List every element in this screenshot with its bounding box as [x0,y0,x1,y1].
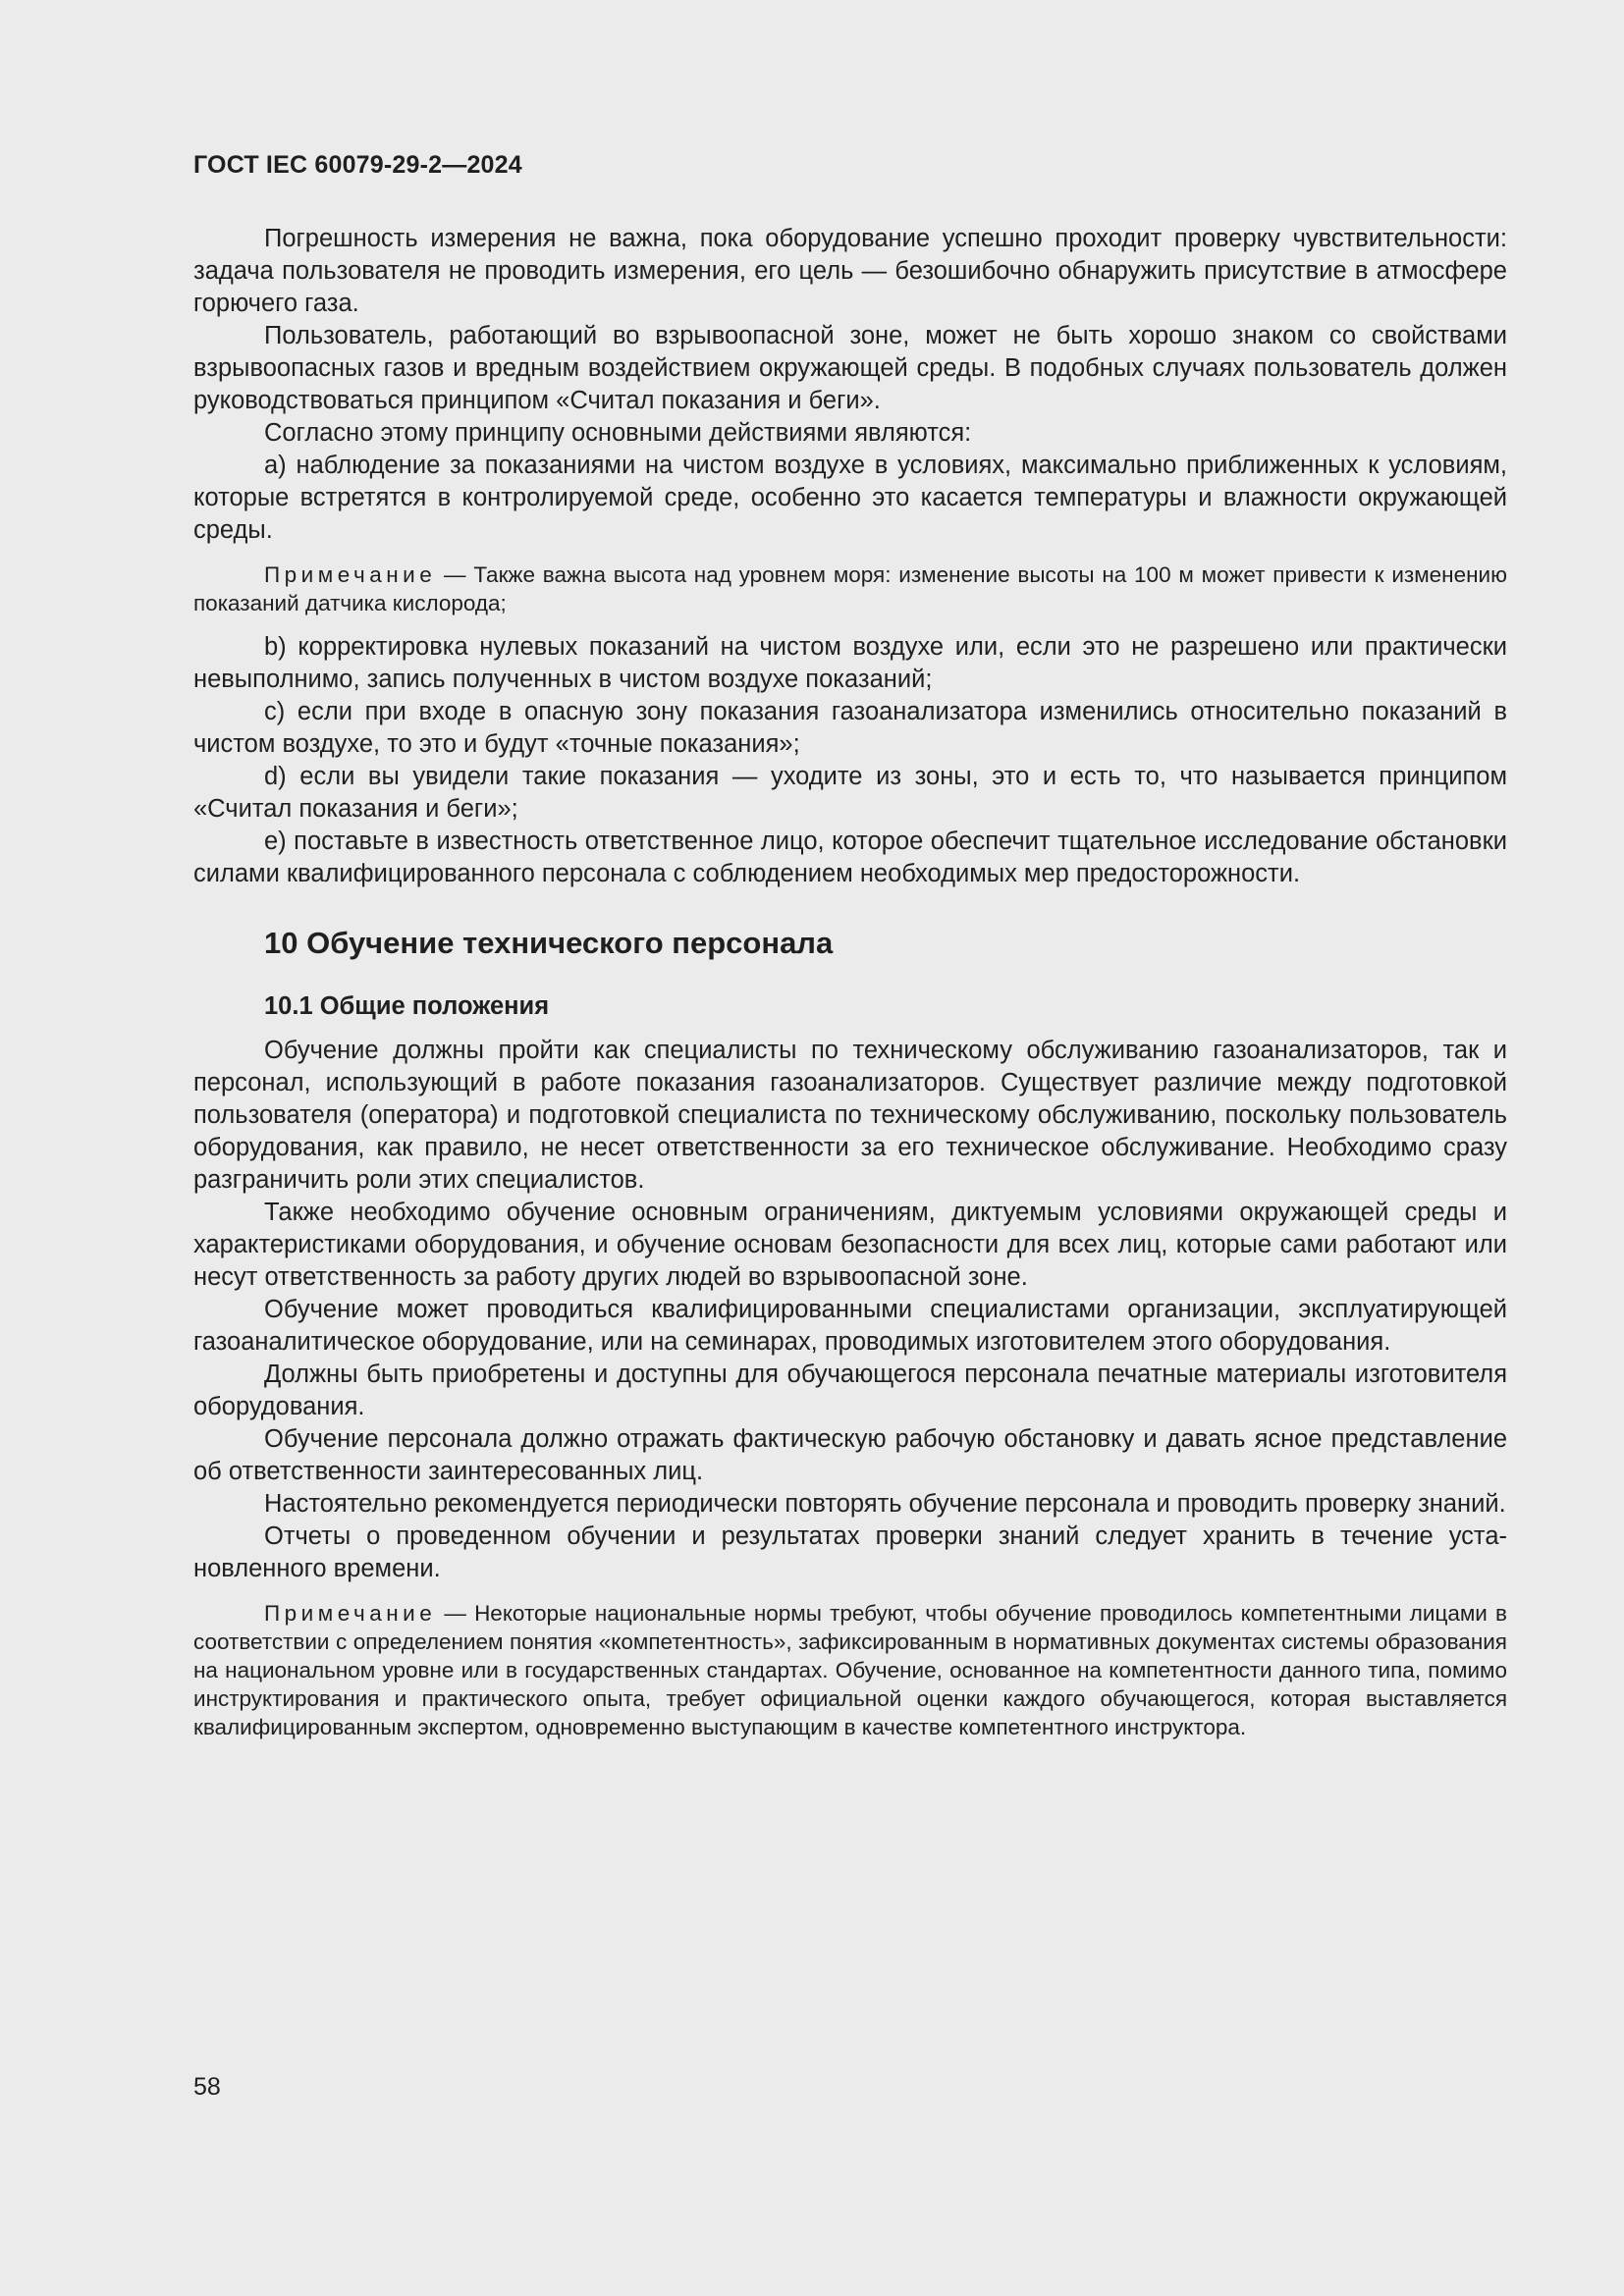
paragraph: Обучение персонала должно отражать фактическую рабочую обстановку и давать ясное представление об ответственности заинтересованных лиц. [193,1425,1507,1485]
note [193,561,1507,617]
page-number: 58 [193,2073,221,2101]
paragraph: Обучение должны пройти как специалисты по техническому обслуживанию газоанализаторов, так и персонал, использующий в работе показания газоанализаторов. Существует различие между подготовкой пользователя (оператора) и подготовкой специалиста по техническому обслуживанию, поскольку пользователь оборудования, как правило, не несет ответственности за его техническое обслуживание. Необходимо сразу разграничить роли этих специалистов. [193,1037,1507,1194]
paragraph: Погрешность измерения не важна, пока оборудование успешно проходит проверку чувствительности: задача пользователя не проводить измерения, его цель — безошибочно обнаружить присутствие в атмосфере горючего газа. [193,225,1507,317]
note-dash: — [436,562,474,587]
paragraph: Отчеты о проведенном обучении и результатах проверки знаний следует хранить в течение установленного времени. [193,1522,1507,1582]
paragraph: Пользователь, работающий во взрывоопасной зоне, может не быть хорошо знаком со свойствами взрывоопасных газов и вредным воздействием окружающей среды. В подобных случаях пользователь должен руководствоваться принципом «Считал показания и беги». [193,322,1507,414]
paragraph: Должны быть приобретены и доступны для обучающегося персонала печатные материалы изготовителя оборудования. [193,1361,1507,1420]
list-item-b: b) корректировка нулевых показаний на чистом воздухе или, если это не разрешено или практически невыполнимо, запись полученных в чистом воздухе показаний; [193,633,1507,693]
paragraph: Согласно этому принципу основными действиями являются: [264,419,972,447]
subsection-heading: 10.1 Общие положения [264,992,550,1020]
document-body [193,223,1507,1755]
list-item-e: e) поставьте в известность ответственное лицо, которое обеспечит тщательное исследование обстановки силами квалифицированного персонала с соблюдением необходимых мер предосторожности. [193,828,1507,887]
paragraph: Обучение может проводиться квалифицированными специалистами организации, эксплуатирующей газоаналитическое оборудование, или на семинарах, проводимых изготовителем этого оборудования. [193,1296,1507,1356]
list-item-d: d) если вы увидели такие показания — уходите из зоны, это и есть то, что называется принципом «Считал показания и беги»; [193,763,1507,823]
paragraph: Также необходимо обучение основным ограничениям, диктуемым условиями окружающей среды и характеристиками оборудования, и обучение основам безопасности для всех лиц, которые сами работают или несут ответственность за работу других людей во взрывоопасной зоне. [193,1199,1507,1291]
note-text: Некоторые национальные нормы требуют, чтобы обучение проводилось компетентными лицами в соответствии с определением понятия «компетентность», зафиксированным в нормативных документах системы образования на национальном уровне или в государственных стандартах. Обучение, основанное на компетентности данного типа, помимо инструктирования и практического опыта, требует официальной оценки каждого обучающегося, которая выставляется квалифицированным экспертом, одновременно выступающим в качестве компетентного инструктора. [193,1601,1507,1739]
note-dash: — [436,1601,475,1626]
list-item-c: c) если при входе в опасную зону показания газоанализатора изменились относительно показаний в чистом воздухе, то это и будут «точные показания»; [193,698,1507,758]
note [193,1599,1507,1741]
note-label: Примечание [264,562,437,587]
document-header: ГОСТ IEC 60079-29-2—2024 [193,151,522,179]
section-heading: 10 Обучение технического персонала [264,926,834,960]
list-item-a: а) наблюдение за показаниями на чистом воздухе в условиях, максимально приближенных к условиям, которые встретятся в контролируемой среде, особенно это касается температуры и влажности окружающей среды. [193,452,1507,544]
note-text: Также важна высота над уровнем моря: изменение высоты на 100 м может привести к изменению показаний датчика кислорода; [193,562,1507,615]
paragraph: Настоятельно рекомендуется периодически повторять обучение персонала и проводить проверку знаний. [264,1490,1506,1518]
note-label: Примечание [264,1601,437,1626]
